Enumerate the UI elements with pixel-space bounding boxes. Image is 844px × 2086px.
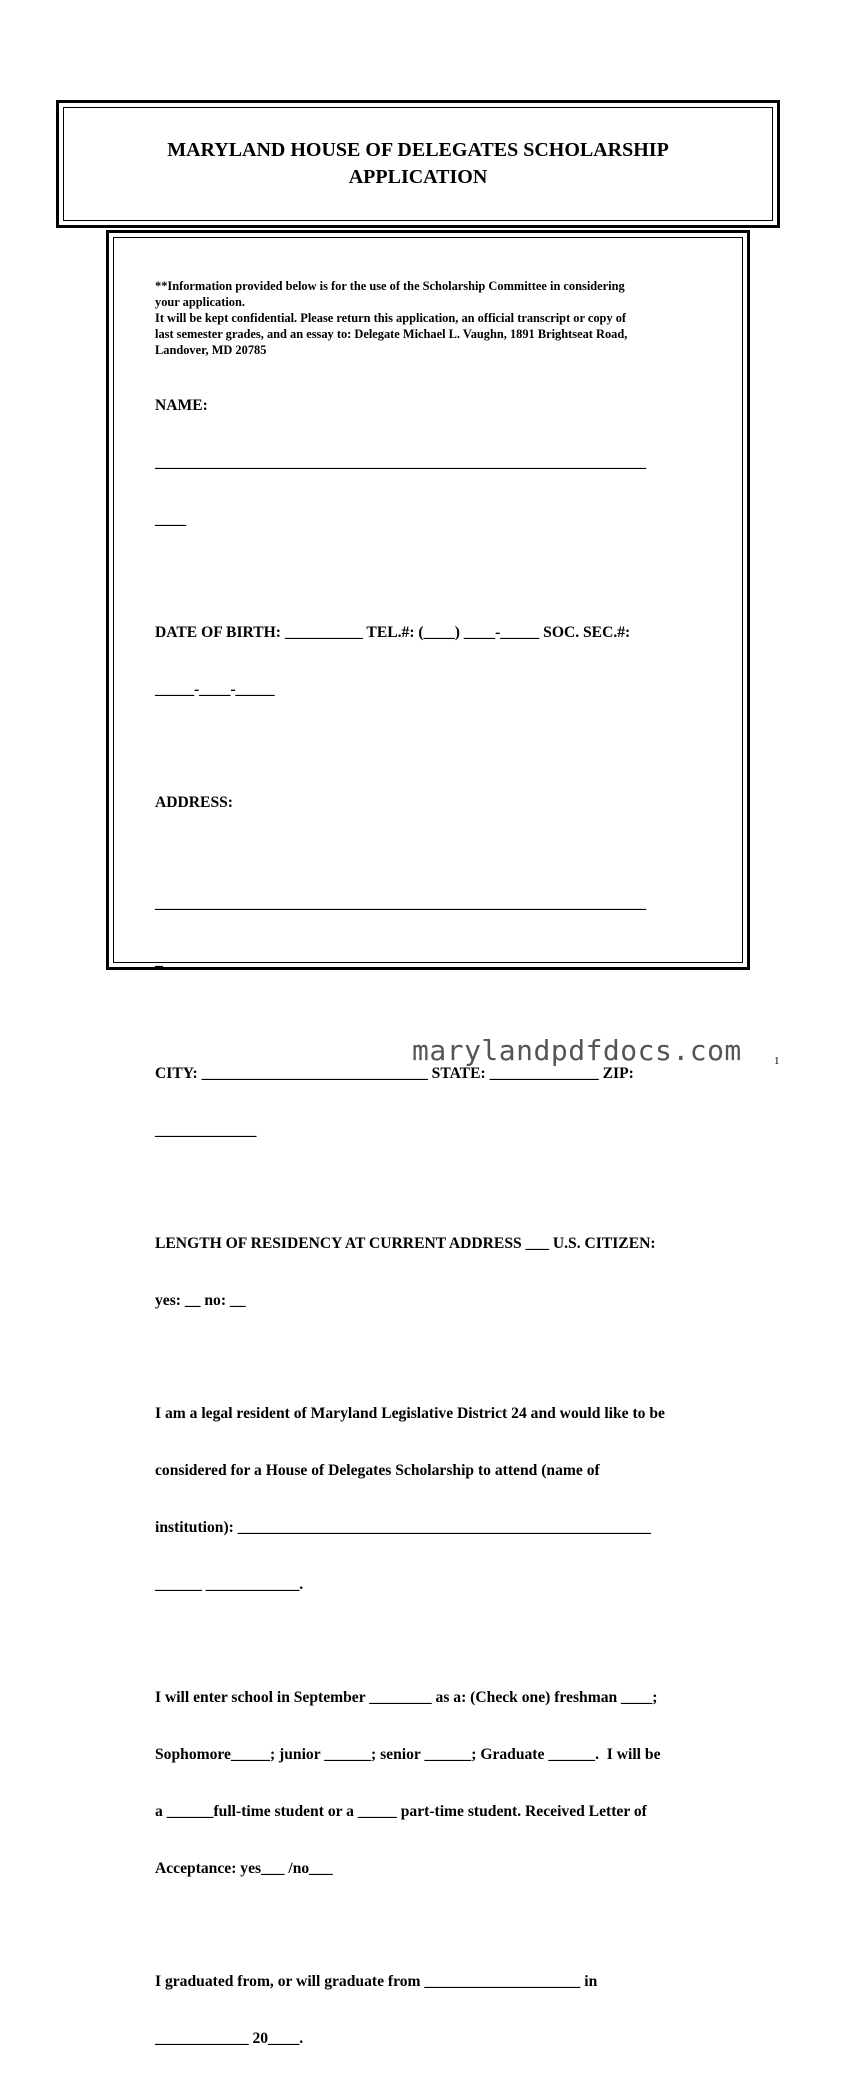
residency-section	[155, 1196, 705, 1348]
address-field-line-cont[interactable]: _	[155, 952, 163, 969]
title-line-2: APPLICATION	[348, 166, 488, 188]
address-section	[155, 755, 705, 1008]
page-title	[167, 137, 669, 191]
city-state-zip-line[interactable]: CITY: _____________________________ STATE: ______________ ZIP:	[155, 1065, 634, 1082]
ssn-field-line[interactable]: _____-____-_____	[155, 681, 275, 698]
spacer	[155, 1008, 705, 1026]
spacer	[155, 737, 705, 755]
intro-line-1: **Information provided below is for the use of the Scholarship Committee in considering	[155, 279, 625, 293]
spacer	[155, 567, 705, 585]
institution-field-line-cont[interactable]: ______ ____________.	[155, 1576, 304, 1593]
title-box-inner	[63, 107, 773, 221]
resident-line-1: I am a legal resident of Maryland Legislative District 24 and would like to be	[155, 1405, 665, 1422]
intro-line-4: last semester grades, and an essay to: Delegate Michael L. Vaughn, 1891 Brightseat Road,	[155, 327, 628, 341]
resident-statement-section	[155, 1366, 705, 1632]
dob-phone-ssn-line[interactable]: DATE OF BIRTH: __________ TEL.#: (____) ____-_____ SOC. SEC.#:	[155, 624, 631, 641]
spacer	[155, 850, 705, 856]
enrollment-line-4[interactable]: Acceptance: yes___ /no___	[155, 1860, 333, 1877]
residency-line[interactable]: LENGTH OF RESIDENCY AT CURRENT ADDRESS ___ U.S. CITIZEN:	[155, 1235, 656, 1252]
enrollment-line-2[interactable]: Sophomore_____; junior ______; senior ______; Graduate ______. I will be	[155, 1746, 661, 1763]
intro-line-5: Landover, MD 20785	[155, 343, 267, 357]
title-line-1: MARYLAND HOUSE OF DELEGATES SCHOLARSHIP	[167, 139, 669, 161]
intro-line-2: your application.	[155, 295, 245, 309]
dob-phone-ssn-section	[155, 585, 705, 737]
intro-line-3: It will be kept confidential. Please return this application, an official transcript or copy of	[155, 311, 627, 325]
name-label: NAME:	[155, 397, 208, 414]
title-box	[56, 100, 780, 228]
citizen-line[interactable]: yes: __ no: __	[155, 1292, 246, 1309]
page-number: 1	[774, 1055, 780, 1067]
institution-field-line[interactable]: institution): _____________________________________________________	[155, 1519, 651, 1536]
enrollment-line-3[interactable]: a ______full-time student or a _____ part-time student. Received Letter of	[155, 1803, 647, 1820]
address-label: ADDRESS:	[155, 794, 233, 811]
spacer	[155, 1178, 705, 1196]
site-watermark: marylandpdfdocs.com	[412, 1034, 742, 1067]
name-field-line[interactable]: _______________________________________________________________	[155, 454, 647, 471]
spacer	[155, 1632, 705, 1650]
name-field-line-cont[interactable]: ____	[155, 511, 187, 528]
address-field-line[interactable]: _______________________________________________________________	[155, 895, 647, 912]
graduation-line-1[interactable]: I graduated from, or will graduate from ____________________ in	[155, 1973, 598, 1990]
graduation-line-2[interactable]: ____________ 20____.	[155, 2030, 304, 2047]
zip-field-line[interactable]: _____________	[155, 1122, 257, 1139]
enrollment-section	[155, 1650, 705, 1916]
form-content	[155, 278, 705, 2086]
name-section	[155, 358, 705, 567]
spacer	[155, 1916, 705, 1934]
graduation-section	[155, 1934, 705, 2086]
spacer	[155, 1348, 705, 1366]
enrollment-line-1[interactable]: I will enter school in September ________ as a: (Check one) freshman ____;	[155, 1689, 658, 1706]
intro-text	[155, 278, 705, 358]
resident-line-2: considered for a House of Delegates Scholarship to attend (name of	[155, 1462, 600, 1479]
